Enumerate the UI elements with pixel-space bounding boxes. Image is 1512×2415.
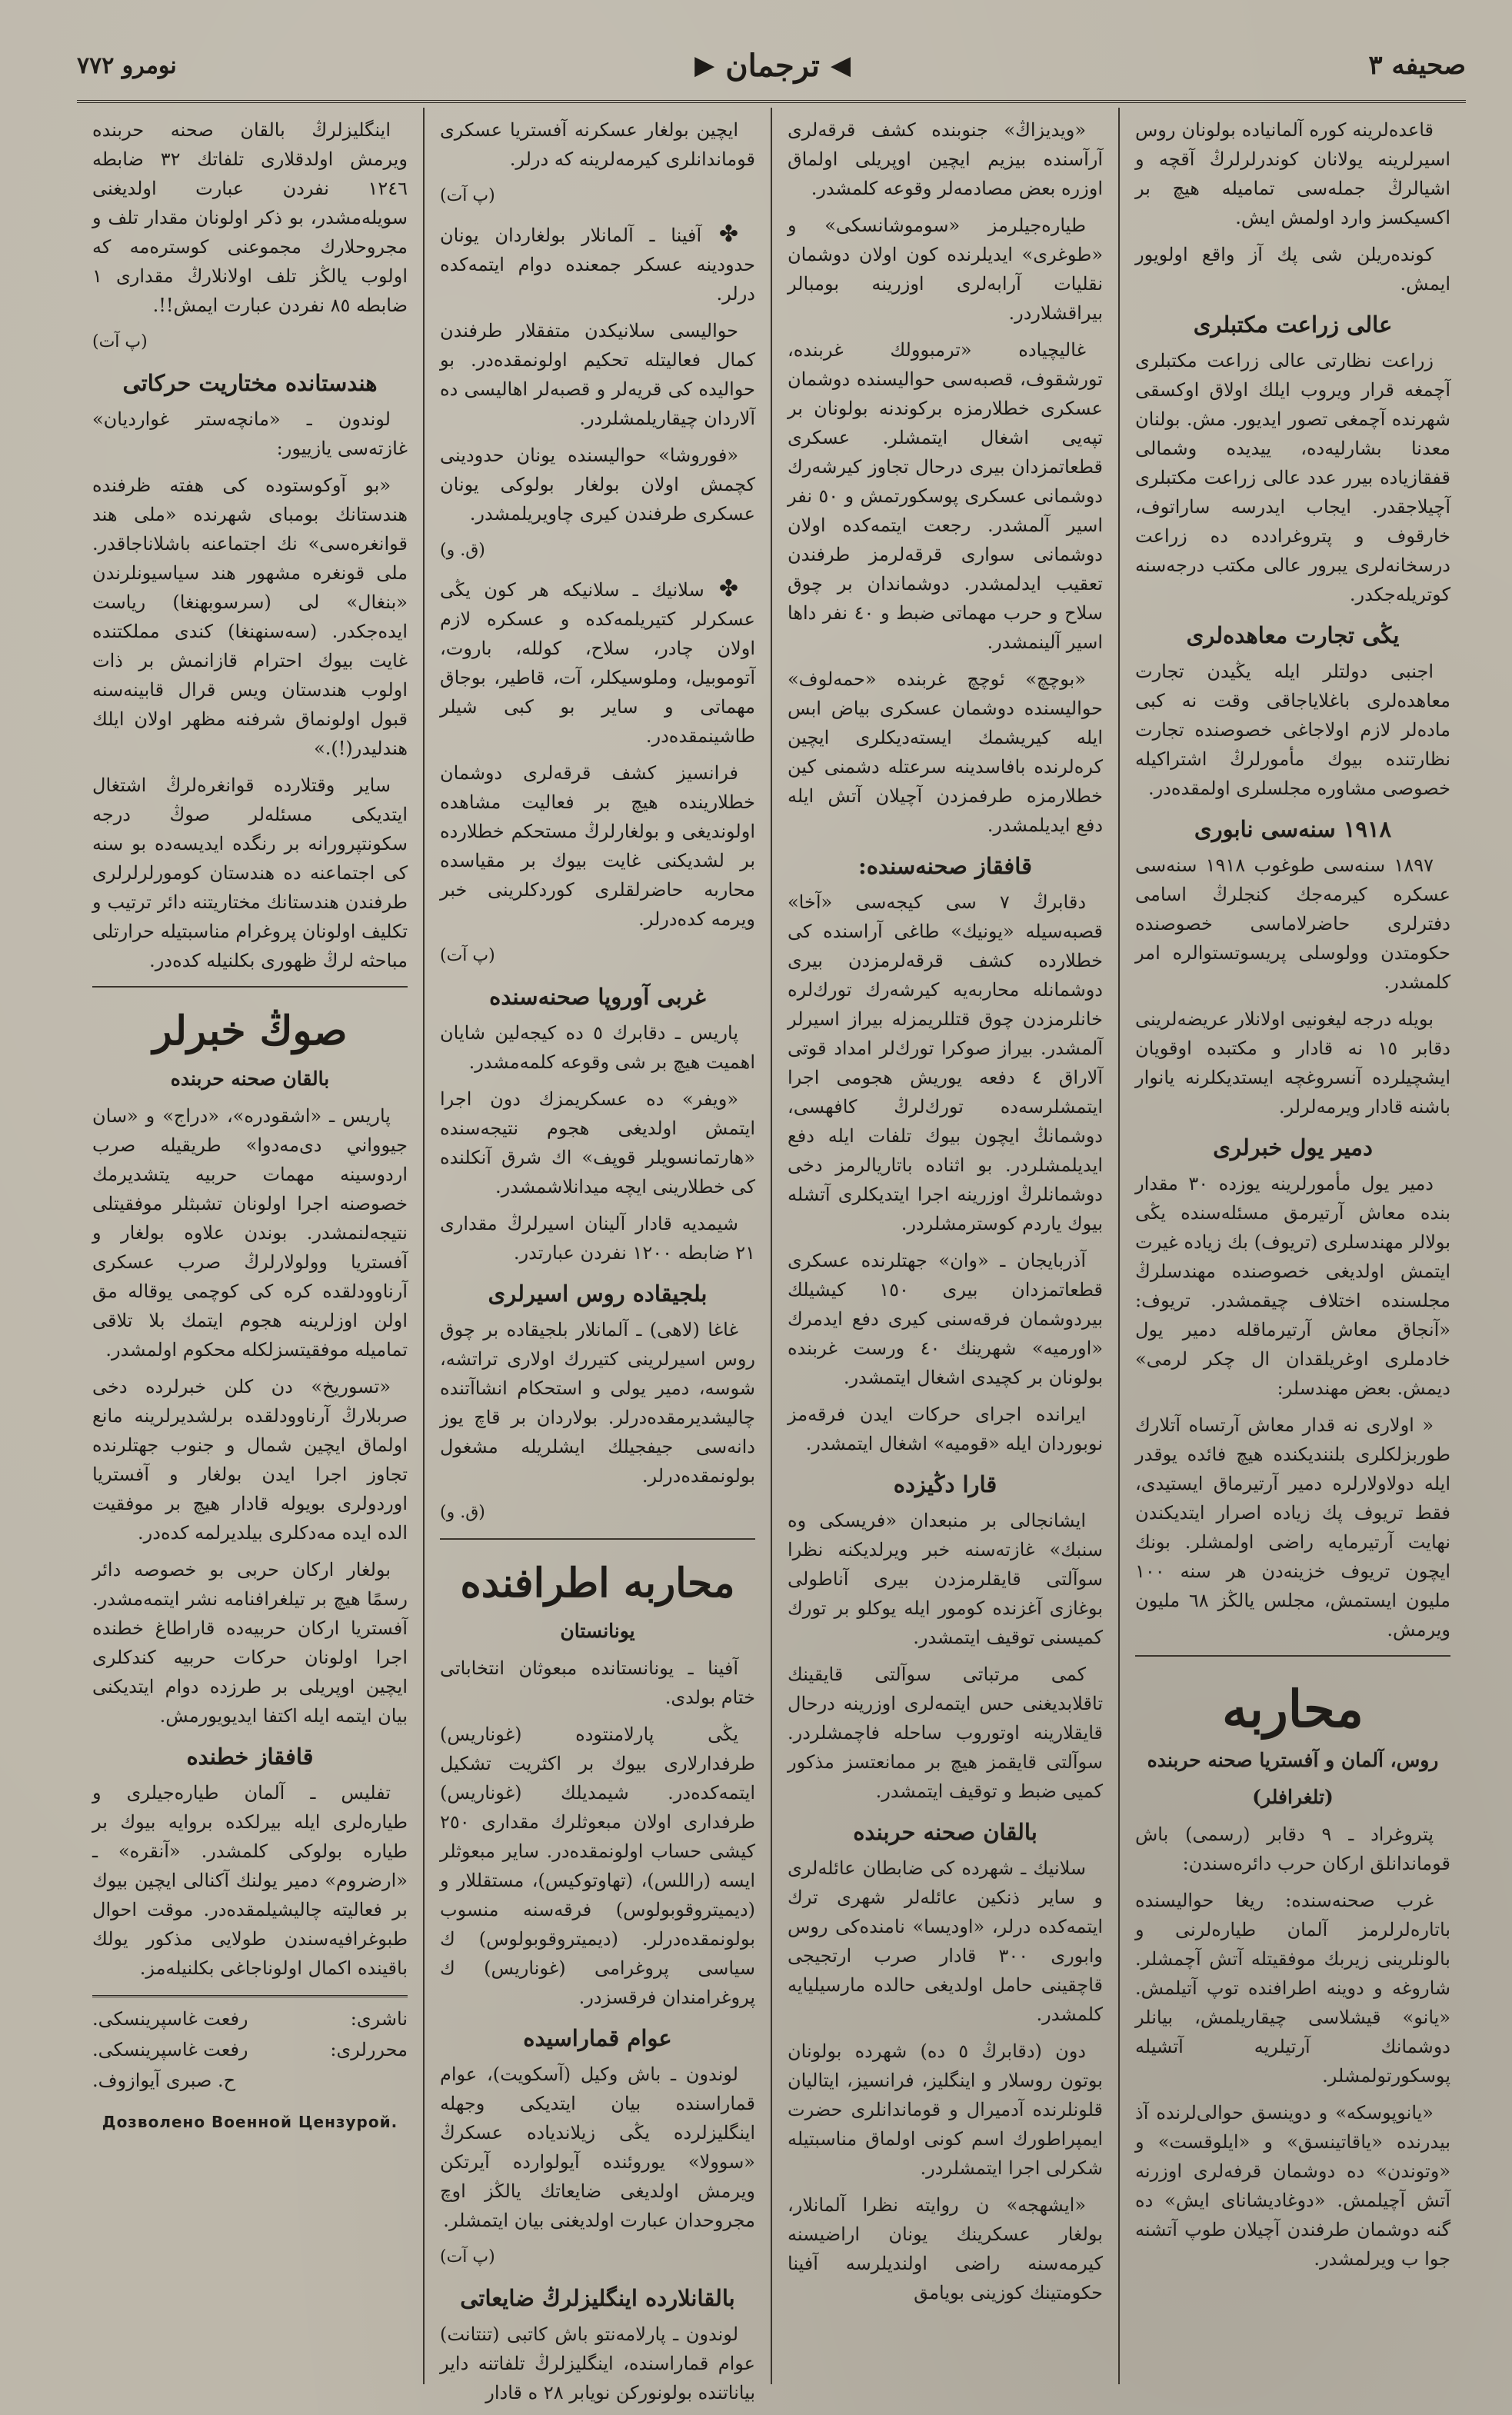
divider	[92, 986, 408, 988]
editors-row-2	[92, 2065, 408, 2096]
article-paragraph: آذربايجان ـ «وان» جهتلرنده عسكرى قطعاتمزدان بيرى ١٥٠ كيشيلك بيردوشمان فرقه‌سنى كيرى دفع ايدمرك «اورميه» شهرينك ٤٠ ورست غربنده بولونان بر كچيدى اشغال ايتمشدر.	[788, 1250, 1103, 1388]
headline-railway-news: دمير يول خبرلرى	[1213, 1134, 1373, 1161]
star-ornament-icon: ✤	[701, 221, 738, 248]
article-paragraph: پتروغراد ـ ٩ دقابر (رسمى) باش قوماندانلق اركان حرب دائره‌سندن:	[1135, 1824, 1450, 1874]
source-tag: (پ آت)	[440, 946, 495, 965]
headline-agri-schools: عالى زراعت مكتبلرى	[1193, 311, 1393, 338]
divider	[1135, 1655, 1450, 1657]
masthead	[77, 31, 1466, 103]
subheadline-fronts: روس، آلمان و آفستريا صحنه حربنده	[1147, 1749, 1439, 1771]
article-paragraph: غاغا (لاهى) ـ آلمانلار بلجيقاده بر چوق روس اسيرلرينى كتيررك اولارى تراتشه، شوسه، دمير يولى و استحكام انشاآتنده چاليشديرمقده‌درلر. بولاردان بر قاچ يوز دانه‌سى جيفجيلك ايشلريله مشغول بولونمقده‌درلر.	[440, 1319, 755, 1487]
publisher-box	[92, 1995, 408, 2137]
divider	[440, 1538, 755, 1540]
article-paragraph: لوندون ـ «مانچه‌ستر غوارديان» غازته‌سى يازييور:	[92, 408, 408, 459]
headline-commons: عوام قماراسيده	[523, 2025, 672, 2051]
article-text: آفينا ـ آلمانلار بولغاردان يونان حدودينه عسكر جمعنده دوام ايتمه‌كده درلر.	[440, 225, 755, 305]
headline-caucasus-line: قافقاز خطنده	[186, 1744, 314, 1770]
columns	[77, 108, 1466, 2403]
headline-black-sea: قارا دڭيزده	[893, 1471, 997, 1497]
editor-name-2: ح. صبرى آيوازوف.	[92, 2070, 236, 2091]
headline-conscription-1918: ١٩١٨ سنه‌سى نابورى	[1194, 816, 1392, 842]
subheadline-telegrams: (تلغرافلر)	[1252, 1786, 1334, 1808]
headline-around-war: محاربه اطرافنده	[460, 1560, 735, 1607]
source-tag: (ق. و)	[440, 1503, 485, 1522]
headline-british-losses: بالقانلارده اينگليزلرڭ ضايعاتى	[460, 2285, 735, 2311]
article-paragraph: دمير يول مأمورلرينه يوزده ٣٠ مقدار بنده معاش آرتيرمق مسئله‌سنده يڭى بولالر مهندسلرى (تريوف) بك زياده غيرت ايتمش اولديغى خصوصنده مهندسلرڭ مجلسنده اختلاف چيقمشدر. تريوف: «آنجاق معاش آرتيرماقله دمير يول خادملرى اوغريلقدان ال چكر لرمى» ديمش. بعض مهندسلر:	[1135, 1173, 1450, 1399]
article-paragraph: حواليسى سلانيكدن متفقلار طرفندن كمال فعاليتله تحكيم اولونمقده‌در. بو حواليده كى قريه‌لر و قصبه‌لر اهاليسى ده آلاردان چيقاريلمشلردر.	[440, 320, 755, 429]
page-number: صحيفه ٣	[1368, 50, 1466, 81]
source-tag: (پ آت)	[440, 186, 495, 205]
source-tag: (پ آت)	[440, 2247, 495, 2267]
article-paragraph: لوندون ـ باش وكيل (آسكويت)، عوام قماراسنده بيان ايتديكى وجهله اينگليزلرده يڭى زيلاندياده عسكرڭ «سوولا» يوروئنده آيولوارده آيرتكن ويرمش اولديغى ضايعاتك يالڭز اوچ مجروحدان عبارت اولديغنى بيان ايتمشلر.	[440, 2064, 755, 2231]
article-text: سلانيك ـ سلانيكه هر كون يڭى عسكرلر كتيريلمه‌كده و عسكره لازم اولان چادر، سلاح، كولله، باروت، آتوموبيل، وملوسيكلر، آت، قاطير، بوجاق مهماتى و ساير بو كبى شيلر طاشينمقده‌در.	[440, 579, 755, 747]
newspaper-title	[694, 48, 851, 84]
publisher-row	[92, 2004, 408, 2034]
source-tag: (پ آت)	[92, 332, 148, 351]
headline-trade-treaties: يڭى تجارت معاهده‌لرى	[1186, 622, 1400, 648]
headline-caucasus-front: قافقاز صحنه‌سنده:	[858, 853, 1032, 879]
column-3	[423, 108, 771, 2403]
article-paragraph: بويله درجه ليغونيى اولانلار عريضه‌لرينى دقابر ١٥ نه قادار و مكتبده اوقويان ايشچيلرده آنسروغچه ايستديكلرنه يانوار باشنه قادار ويرمه‌لرلر.	[1135, 1008, 1450, 1118]
article-paragraph	[440, 220, 755, 308]
article-paragraph: سلانيك ـ شهرده كى ضابطان عائله‌لرى و ساير ذنكين عائله‌لر شهرى ترك ايتمه‌كده درلر، «اوديسا» نامنده‌كى روس وابورى ٣٠٠ قادار صرب ارتجيجى قاچقينى حامل اولديغى حالده مارسيليايه كلمشدر.	[788, 1857, 1104, 2025]
newspaper-title-text: ترجمان	[725, 47, 820, 84]
article-paragraph: « اولارى نه قدار معاش آرتساه آتلارك طوربزلكلرى بلننديكنده هيچ فائده يوقدر ايله دولاولارلره دمير آرتيرماق ايستيدى، فقط تريوف پك زياده اصرار ايتديكندن نهايت آرتيرمايه راضى اولمشلر. بونك ايچون تريوف خزينه‌دن هر سنه ١٠٠ مليون ايستمش، مجلس يالڭز ٦٨ مليون ويرمش.	[1135, 1414, 1450, 1641]
column-2	[771, 108, 1118, 2384]
article-paragraph: «ويفر» ده عسكريمزك دون اجرا ايتمش اولديغى هجوم نتيجه‌سنده «هارتمانسويلر قوپف» اك شرق آنكلنده كى خطلارينى ايچه ميدانلاشمشدر.	[440, 1088, 755, 1198]
article-paragraph: ١٨٩٧ سنه‌سى طوغوب ١٩١٨ سنه‌سى عسكره كيرمه‌جك كنجلرڭ اسامى دفترلرى حاضرلاماسى خصوصنده حكومتدن وولوسلى پريسوتستوالره امر كلمشدر.	[1135, 854, 1450, 993]
article-paragraph: شيمديه قادار آلينان اسيرلرڭ مقدارى ٢١ ضابطه ١٢٠٠ نفردن عبارتدر.	[440, 1213, 755, 1264]
article-paragraph: فرانسيز كشف قرقه‌لرى دوشمان خطلارينده هيچ بر فعاليت مشاهده اولونديغى و بولغارلرڭ مستحكم خطلارده بر لشديكنى غايت بيوك بر مقياسده محاربه حاضرلقلرى كوردكلرينى خبر ويرمه كده‌درلر.	[440, 762, 755, 930]
article-paragraph: اجنبى دولتلر ايله يڭيدن تجارت معاهده‌لرى باغلاياجاقى وقت نه كبى ماده‌لر لازم اولاجاغى خصوصنده تجارت نظارتنده بيوك مأمورلرڭ اشتراكيله خصوصى مشاوره مجلسلرى اولمقده‌در.	[1135, 661, 1450, 799]
article-paragraph: غاليچياده «ترمبوولك غربنده، تورشقوف، قصبه‌سى حواليسنده دوشمان عسكرى خطلارمزه بركوندنه بولونان بر تپه‌يى اشغال ايتمشلر. عسكرى قطعاتمزدان بيرى درحال تجاوز كيرشه‌رك دوشمانى عسكرى پوسكورتمش و ٥٠ نفر اسير آلمشدر. رجعت ايتمه‌كده اولان دوشمانى سوارى قرقه‌لرمز طرفندن تعقيب ايدلمشدر. دوشماندان بر چوق سلاح و حرب مهماتى ضبط و ٤٠ نفر داها اسير آلينمشدر.	[788, 339, 1103, 653]
article-paragraph: پاريس ـ دقابرك ٥ ده كيجه‌لين شايان اهميت هيچ بر شى وقوعه كلمه‌مشدر.	[440, 1022, 755, 1073]
article-paragraph: قاعده‌لرينه كوره آلمانيا‌ده بولونان روس اسيرلرينه يولانان كوندرلرلرڭ آقچه و اشيالرڭ جمله‌سى تماميله هيچ بر اكسيكسز وارد اولمش ايش.	[1135, 119, 1450, 228]
source-tag: (ق. و)	[440, 541, 485, 560]
article-paragraph: زراعت نظارتى عالى زراعت مكتبلرى آچمغه قرار ويروب ايلك اولاق اوكسقى شهرنده آچمغى تصور ايديور. مش. بولنان معدنا بشارليه‌ده، ييديده وشمالى قفقازياده بيرر عدد عالى زراعت مكتبلرى آچيلاجقدر. ايجاب ايدرسه ساراتوف، خارقوف و پتروغراد‌ده ده زراعت درسخانه‌لرى يبرور عالى مكتب درجه‌سنه كوتريله‌جكدر.	[1135, 350, 1450, 605]
headline-war: محاربه	[1222, 1679, 1364, 1739]
ornament-left-icon: ▶	[694, 50, 715, 81]
article-paragraph: كمى مرتباتى سوآلتى قايقينك تاقلابديغنى حس ايتمه‌لرى اوزرينه درحال قايقلارينه اوتوروب ساحله فاچمشلردر. سوآلتى قايقمز هيچ بر ممانعتسز مذكور كميى ضبط و توقيف ايتمشدر.	[788, 1664, 1103, 1802]
article-paragraph: كونده‌ريلن شى پك آز واقع اولويور ايمش.	[1135, 244, 1450, 295]
article-paragraph: دقابرڭ ٧ سى كيجه‌سى «آخا» قصبه‌سيله «يونيك» طاغى آراسنده كى خطلارده كشف قرقه‌لرمزدن بيرى دوشمانله محاربه‌يه كيرشه‌رك تورك‌لره خانلرمزدن چوق قتللريمزله بيراز اسيرلر آلمشدر. بيراز صوكرا تورك‌لر امداد قوتى آلاراق ٤ دفعه يوريش هجومى اجرا ايتمشلرسه‌ده تورك‌لرڭ كافهسى، دوشمانڭ ايچون بيوك تلفات ايله دفع ايديلمشلردر. بو اثناده باتاريالرمز دخى دوشمانلرڭ اوزرينه اجرا ايتديكلرى آتشله بيوك ياردم كوسترمشلردر.	[788, 891, 1103, 1234]
article-paragraph: بولغار اركان حربى بو خصوصه دائر رسمًا هيچ بر تيلغرافنامه نشر ايتمه‌مشدر. آفستريا اركان حربيه‌ده قاراطاغ خطنده اجرا اولونان حركات حربيه كندكلرى ايچين اوپريلى بر طرزده دوام ايتديكنى بيان ايتمه ايله اكتفا ايديويورمش.	[92, 1559, 408, 1727]
publisher-label: ناشرى:	[350, 2008, 408, 2030]
article-paragraph: ايچين بولغار عسكرنه آفستريا عسكرى قوماندانلرى كيرمه‌لرينه كه درلر.	[440, 119, 755, 170]
article-paragraph: «ويديزاڭ» جنوبنده كشف قرقه‌لرى آرآسنده بيزيم ايچين اوپريلى اولماق اوزره بعض مصادمه‌لر وقوعه كلمشدر.	[788, 119, 1103, 199]
ornament-right-icon: ◀	[830, 50, 851, 81]
article-paragraph: ايرانده اجراى حركات ايدن فرقه‌مز نوبوردان ايله «قوميه» اشغال ايتمشدر.	[788, 1404, 1103, 1454]
article-paragraph: «فوروشا» حواليسنده يونان حدودينى كچمش اولان بولغار بولوكى يونان عسكرى طرفندن كيرى چاويريلمشدر.	[440, 445, 755, 525]
article-paragraph	[440, 575, 755, 751]
article-paragraph: پاريس ـ «اشقودره»، «دراج» و «سان جيوواني دى‌مه‌دوا» طريقيله صرب اردوسينه مهمات حربيه يتشديرمك خصوصنه اجرا اولونان تشبثلر موفقيتلى نتيجه‌لنمشدر. بوندن علاوه بولغار و آفستريا وولولارلرڭ صرب عسكرى آرناوودلقده كره كى كوچمى يوقاله مق اولن اوزلرينه هجوم ايتمك بلا تلاقى تماميله موفقيتسزلكله محكوم اولمشدر.	[92, 1105, 408, 1361]
article-paragraph: ساير وقتلارده قوانغره‌لرڭ اشتغال ايتديكى مسئله‌لر صوڭ درجه سكونتپرورانه بر رنگده ايديسه‌ده بو سنه كى اجتماعنه ده هندستان كومورلرلرلرى طرفندن هندستانك مختاريتنه دائر ترتيب و تكليف اولونان پروغرام مناسبتيله حرارتلى مباحثه لرڭ ظهورى بكلنيله كده‌در.	[92, 774, 408, 971]
article-paragraph: طياره‌جيلرمز «سوموشانسكى» و «طوغرى» ايديلرنده كون اولان دوشمان نقليات آرابه‌لرى اوزرينه بومبالر بيراقشلاردر.	[788, 215, 1103, 324]
subheadline-greece: يونانستان	[560, 1620, 635, 1642]
article-paragraph: ايشانجالى بر منبعدان «فريسكى وه سنبك» غازته‌سنه خبر ويرلديكنه نظرا سوآلتى قايقلرمزدن بيرى آناطولى بوغازى آغزنده كومور ايله يوكلو بر تورك كميسنى توقيف ايتمشدر.	[788, 1510, 1103, 1648]
headline-western-front: غربى آوروپا صحنه‌سنده	[489, 984, 706, 1010]
headline-balkan-front: بالقان صحنه حربنده	[853, 1819, 1037, 1845]
headline-russian-prisoners: بلجيقاده روس اسيرلرى	[488, 1281, 708, 1307]
article-paragraph: «بو آوكوستوده كى هفته ظرفنده هندستانك بومباى شهرنده «ملى هند قوانغره‌سى» نك اجتماعنه باشلاناجاقدر. ملى قونغره مشهور هند سياسيونلرندن «بنغال» لى (سرسوبهنغا) رياست ايده‌جكدر. (سه‌سنهنغا) كندى مملكتنده غايت بيوك احترام قازانمش بر ذات اولوب هندستان ويس قرال قابينه‌سنه قبول اولونماق شرفنه مظهر اولان ايلك هندليدر(!).»	[92, 475, 408, 759]
article-paragraph: «يانوپوسكه» و دوينسق حوالى‌لرنده آذ بيدرنده «ياقاتينسق» و «ايلوقست» و «وتوندن» ده دوشمان قرفه‌لرى اوزرنه آتش آچيلمش. «دوغاديشاناى ايش» ده گنه دوشمان طرفندن آچيلان طوپ آتشنه جوا ب ويرلمشدر.	[1135, 2102, 1450, 2270]
article-paragraph: غرب صحنه‌سنده: ريغا حواليسنده باتاره‌لرلرمز آلمان طياره‌لرنى و بالونلرينى زيربك موفقيتله آتش آچمشلر. شاروغه و دوينه اطرافنده توپ آتيلمش. «يانو» قيشلاسى چيقاريلمش، بيانلر دوشمانك آرتيلريه آتشيله پوسكورتولمشلر.	[1135, 1890, 1450, 2087]
article-paragraph: «ايشهجه» ن روايته نظرا آلمانلار، بولغار عسكرينك يونان اراضيسنه كيرمه‌سنه راضى اولنديلرسه آفينا حكومتينك كوزينى بويامق	[788, 2194, 1103, 2303]
article-paragraph: دون (دقابرڭ ٥ ده) شهرده بولونان بوتون روسلار و اينگليز، فرانسيز، ايتاليان قلونلرنده آدميرال و قوماندانلرى حضرت ايمپراطورك اسم كونى اولماق مناسبتيله شكرلى اجرا ايتمشلردر.	[788, 2040, 1103, 2179]
article-paragraph: آفينا ـ يونانستانده مبعوثان انتخاباتى ختام بولدى.	[440, 1657, 755, 1708]
headline-india-autonomy: هندستانده مختاريت حركاتى	[122, 370, 378, 396]
article-paragraph: تفليس ـ آلمان طياره‌جيلرى و طياره‌لرى ايله بيرلكده بروايه بيوك بر طياره بولوكى كلمشدر. «آنقره» ـ «ارضروم» دمير يولنك آكنالى ايچين بيوك بر فعاليته چاليشيلمقده‌در. موقت احوال طبوغرافيه‌سندن طولايى مذكور يولك باقينده اكمال اولوناجاغى بكلنيله‌مز.	[92, 1782, 408, 1979]
issue-number: نومرو ٧٧٢	[77, 52, 177, 79]
column-1	[1118, 108, 1466, 2384]
article-paragraph: اينگليزلرڭ بالقان صحنه حربنده ويرمش اولدقلارى تلفاتك ٣٢ ضابطه ١٢٤٦ نفردن عبارت اولديغنى سويله‌مشدر، بو ذكر اولونان مقدار تلف و مجروحلارك مجموعنى كوستره‌مه كه اولوب يالڭز تلف اولانلارڭ مقدارى ١ ضابطه ٨٥ نفردن عبارت ايمش!!.	[92, 119, 408, 316]
article-paragraph: لوندون ـ پارلامه‌نتو باش كاتبى (تنتانت) عوام قماراسنده، اينگليزلرڭ تلفاتنه داير بياناتنده بولونوركن نويابر ٢٨ ه قادار	[440, 2323, 755, 2403]
censorship-note: Дозволено Военной Цензурой.	[102, 2113, 398, 2131]
editor-name-1: رفعت غاسپرينسكى.	[92, 2039, 248, 2060]
article-paragraph: يڭى پارلامنتوده (غوناريس) طرفدارلارى بيوك بر اكثريت تشكيل ايتمه‌كده‌در. شيمديلك (غوناريس) طرفدارى اولان مبعوثلرك مقدارى ٢٥٠ كيشى حساب اولونمقده‌در. ساير مبعوثلر ايسه (راللس)، (تهاوتوكيس)، مستقللار و (ديميتروقوبولوس) فرقه‌سنه منسوب بولونمقده‌درلر. (ديميتروقوبولوس) ك سياسى پروغرامى (غوناريس) ك پروغرامندان فرقسزدر.	[440, 1724, 755, 2008]
publisher-name: رفعت غاسپرينسكى.	[92, 2008, 248, 2030]
editors-label: محررلرى:	[330, 2039, 408, 2060]
subheadline-balkan: بالقان صحنه حربنده	[170, 1068, 330, 1090]
editors-row	[92, 2034, 408, 2065]
article-paragraph: «بوچچ» ئوچچ غربنده «حمه‌لوف» حواليسنده دوشمان عسكرى بياض ابس ايله كيريشمك ايسته‌ديكلرى ايچين كره‌لرنده بافاسدينه سرعتله دشمنى كين خطلارمزه طرفمزدن آچيلان آتش ايله دفع ايديلمشدر.	[788, 668, 1103, 836]
headline-latest-news: صوڭ خبرلر	[152, 1008, 348, 1054]
column-4	[77, 108, 423, 2384]
article-paragraph: «تسوريخ» دن كلن خبرلرده دخى صربلارڭ آرناوودلقده برلشديرلرينه مانع اولماق ايچين شمال و جنوب جهتلرنده تجاوز اجرا ايدن بولغار و آفستريا اوردولرى بويوله قادار هيچ بر موفقيت الده ايده مه‌دكلرى بيلديرلمه كده‌در.	[92, 1376, 408, 1544]
star-ornament-icon: ✤	[704, 575, 738, 602]
